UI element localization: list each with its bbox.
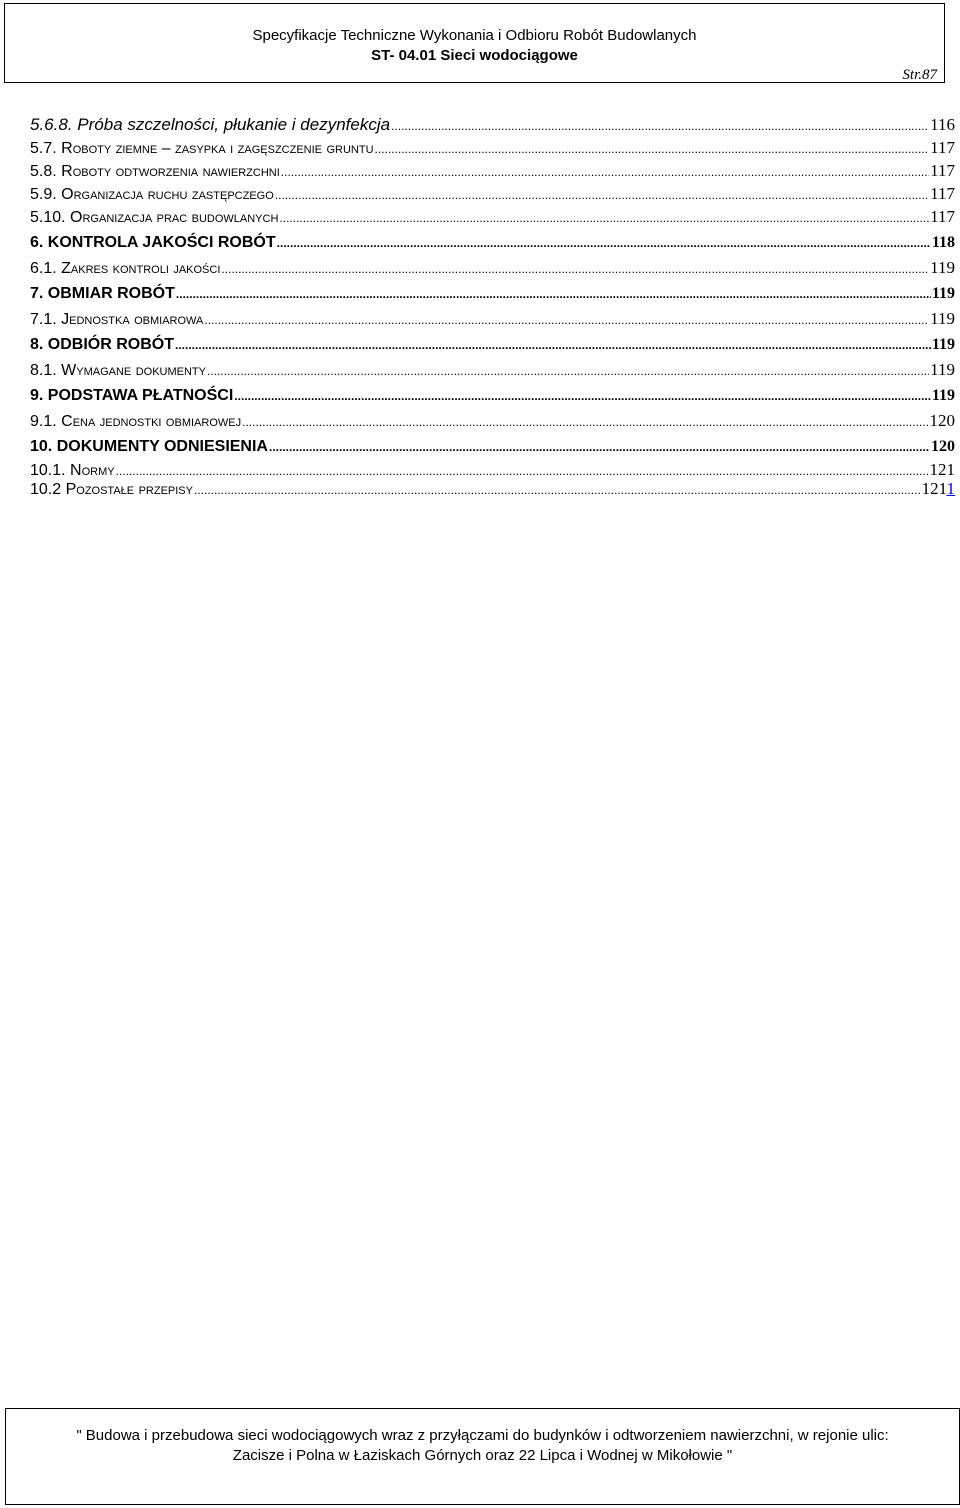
page-footer [5, 1408, 960, 1505]
toc-entry-title: Organizacja ruchu zastępczego [61, 186, 274, 203]
toc-dot-leader [175, 332, 931, 358]
toc-entry-label [30, 257, 221, 279]
toc-entry-page-number: 116 [930, 115, 955, 134]
toc-entry-title: ODBIÓR ROBÓT [47, 336, 175, 353]
toc-entry-number: 9. [30, 387, 44, 404]
toc-entry-page [929, 256, 955, 279]
toc-entry-title: Cena jednostki obmiarowej [61, 413, 242, 430]
toc-entry-page [929, 358, 955, 381]
toc-entry-page [921, 479, 955, 498]
toc-entry-title: Zakres kontroli jakości [61, 260, 221, 277]
toc-entry-number: 7.1. [30, 311, 57, 328]
toc-entry-label [30, 137, 375, 159]
toc-entry-label [30, 206, 279, 228]
toc-dot-leader [194, 481, 921, 498]
toc-entry-title: Normy [70, 462, 115, 479]
toc-entry[interactable] [30, 433, 955, 460]
toc-dot-leader [116, 462, 929, 479]
toc-dot-leader [269, 434, 930, 460]
page-number: Str.87 [902, 67, 937, 83]
toc-entry[interactable] [30, 229, 955, 256]
footer-line-1: " Budowa i przebudowa sieci wodociągowych wraz z przyłączami do budynków i odtworzeniem nawierzchni, w rejonie ulic: [76, 1427, 889, 1444]
toc-dot-leader [375, 138, 930, 159]
toc-entry-page [929, 136, 955, 159]
toc-entry[interactable] [30, 382, 955, 409]
toc-entry-page [929, 460, 956, 479]
toc-entry-number: 9.1. [30, 413, 57, 430]
toc-entry-page [930, 433, 955, 460]
toc-entry[interactable] [30, 113, 955, 136]
toc-dot-leader [204, 309, 929, 330]
toc-entry-page-number: 120 [929, 411, 955, 430]
toc-entry-title: Próba szczelności, płukanie i dezynfekcja [77, 115, 391, 134]
toc-entry-label [30, 480, 194, 498]
table-of-contents [30, 113, 955, 498]
toc-entry-number: 8. [30, 336, 44, 353]
toc-entry[interactable] [30, 136, 955, 159]
toc-entry-page-number: 119 [930, 360, 955, 379]
toc-entry-page-number: 119 [931, 387, 955, 404]
toc-entry[interactable] [30, 280, 955, 307]
toc-entry-page [929, 409, 956, 432]
toc-dot-leader [391, 115, 929, 136]
toc-entry[interactable] [30, 460, 955, 479]
toc-entry-label [30, 359, 207, 381]
toc-dot-leader [176, 281, 931, 307]
toc-entry-page-number: 117 [930, 207, 955, 226]
toc-entry-page [929, 113, 955, 136]
toc-entry-page-number: 119 [930, 258, 955, 277]
toc-entry-page [931, 280, 955, 307]
toc-entry-label [30, 280, 176, 307]
toc-entry-title: DOKUMENTY ODNIESIENIA [56, 438, 268, 455]
toc-entry-page-number: 121 [929, 460, 955, 479]
toc-entry[interactable] [30, 479, 955, 498]
toc-dot-leader [242, 411, 928, 432]
toc-dot-leader [275, 184, 929, 205]
header-subtitle: ST- 04.01 Sieci wodociągowe [371, 47, 578, 64]
toc-entry-number: 8.1. [30, 362, 57, 379]
toc-entry-title: Jednostka obmiarowa [61, 311, 204, 328]
toc-entry-label [30, 331, 175, 358]
toc-entry-number: 6.1. [30, 260, 57, 277]
toc-entry-title: KONTROLA JAKOŚCI ROBÓT [47, 234, 276, 251]
toc-entry-label [30, 308, 204, 330]
toc-entry-page [929, 182, 955, 205]
toc-entry-page-number: 119 [930, 309, 955, 328]
toc-entry-number: 10.2 [30, 481, 62, 498]
footer-line-2: Zacisze i Polna w Łaziskach Górnych oraz 22 Lipca i Wodnej w Mikołowie " [232, 1447, 733, 1464]
toc-entry-number: 5.8. [30, 163, 57, 180]
toc-entry-page [931, 229, 955, 256]
toc-entry-label [30, 160, 281, 182]
toc-entry-page-number: 117 [930, 161, 955, 180]
toc-entry-page-number: 120 [931, 438, 955, 455]
toc-entry-label [30, 113, 391, 136]
toc-entry-label [30, 410, 242, 432]
toc-page-link[interactable]: 1 [946, 479, 955, 498]
toc-entry-title: Organizacja prac budowlanych [70, 209, 279, 226]
toc-entry-page [931, 331, 955, 358]
header-title: Specyfikacje Techniczne Wykonania i Odbioru Robót Budowlanych [252, 27, 697, 44]
toc-entry[interactable] [30, 256, 955, 279]
toc-entry-title: Roboty odtworzenia nawierzchni [61, 163, 280, 180]
toc-entry[interactable] [30, 205, 955, 228]
toc-entry-page-number: 117 [930, 184, 955, 203]
toc-entry-page-number: 119 [931, 285, 955, 302]
toc-entry[interactable] [30, 159, 955, 182]
toc-dot-leader [207, 360, 929, 381]
toc-entry-page-number: 117 [930, 138, 955, 157]
toc-entry-title: OBMIAR ROBÓT [47, 285, 175, 302]
page-header [4, 3, 945, 83]
toc-entry-number: 5.10. [30, 209, 66, 226]
toc-entry-label [30, 229, 277, 256]
toc-entry-page-number: 118 [931, 234, 955, 251]
toc-entry-page [929, 205, 955, 228]
toc-entry-number: 5.7. [30, 140, 57, 157]
toc-entry-number: 5.6.8. [30, 115, 73, 134]
toc-entry-label [30, 433, 269, 460]
toc-entry-label [30, 461, 116, 479]
toc-entry[interactable] [30, 331, 955, 358]
toc-entry-title: Roboty ziemne – zasypka i zagęszczenie gruntu [61, 140, 374, 157]
toc-entry-page-number: 121 [921, 479, 947, 498]
toc-entry-number: 7. [30, 285, 44, 302]
toc-entry-page [929, 307, 955, 330]
toc-entry-page-number: 119 [931, 336, 955, 353]
toc-entry-label [30, 183, 275, 205]
toc-entry-title: PODSTAWA PŁATNOŚCI [47, 387, 234, 404]
toc-entry-number: 10. [30, 438, 53, 455]
toc-entry[interactable] [30, 182, 955, 205]
toc-entry-title: Wymagane dokumenty [61, 362, 206, 379]
toc-entry-page [931, 382, 955, 409]
toc-entry-label [30, 382, 234, 409]
toc-entry-page [929, 159, 955, 182]
toc-dot-leader [277, 230, 931, 256]
toc-entry[interactable] [30, 409, 955, 432]
toc-entry-title: Pozostałe przepisy [65, 481, 193, 498]
toc-entry-number: 10.1. [30, 462, 66, 479]
toc-dot-leader [281, 161, 929, 182]
toc-entry-number: 6. [30, 234, 44, 251]
toc-dot-leader [279, 207, 929, 228]
toc-entry[interactable] [30, 358, 955, 381]
toc-dot-leader [234, 383, 931, 409]
toc-dot-leader [221, 258, 929, 279]
toc-entry-number: 5.9. [30, 186, 57, 203]
toc-entry[interactable] [30, 307, 955, 330]
